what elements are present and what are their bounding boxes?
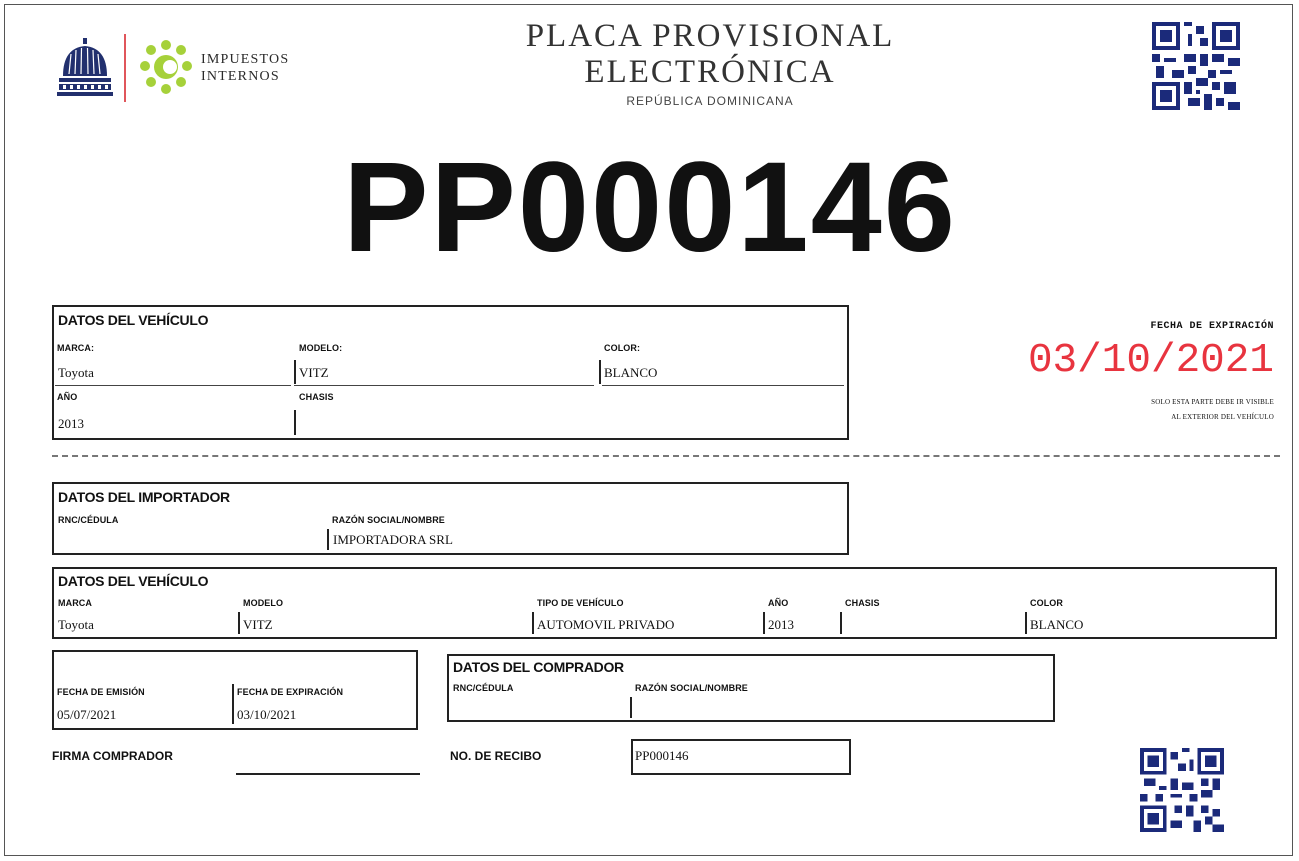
ano-label-bottom: AÑO: [768, 598, 789, 608]
chasis-label-bottom: CHASIS: [845, 598, 880, 608]
buyer-rnc-label: RNC/CÉDULA: [453, 683, 514, 693]
field-divider: [294, 360, 296, 384]
ano-value-bottom: 2013: [768, 617, 794, 632]
emision-value: 05/07/2021: [57, 707, 117, 722]
vehicle-box-bottom-title: DATOS DEL VEHÍCULO: [58, 573, 209, 589]
field-divider: [238, 612, 240, 634]
field-divider: [1025, 612, 1027, 634]
importer-box-title: DATOS DEL IMPORTADOR: [58, 489, 230, 505]
logo-text-line2: INTERNOS: [201, 69, 280, 84]
modelo-value-top: VITZ: [299, 365, 329, 380]
color-label-bottom: COLOR: [1030, 598, 1063, 608]
chasis-label-top: CHASIS: [299, 392, 334, 402]
document-title-line2: ELECTRÓNICA: [584, 54, 836, 90]
marca-value-top: Toyota: [58, 365, 94, 380]
color-value-bottom: BLANCO: [1030, 617, 1084, 632]
document-subtitle: REPÚBLICA DOMINICANA: [626, 94, 794, 108]
recibo-value: PP000146: [635, 748, 689, 763]
field-divider: [763, 612, 765, 634]
logo-text-line1: IMPUESTOS: [201, 52, 290, 67]
visibility-note-line2: AL EXTERIOR DEL VEHÍCULO: [1171, 413, 1274, 421]
underline: [602, 385, 844, 386]
field-divider: [294, 410, 296, 435]
underline: [294, 385, 594, 386]
modelo-value-bottom: VITZ: [243, 617, 273, 632]
field-divider: [599, 360, 601, 384]
marca-value-bottom: Toyota: [58, 617, 94, 632]
buyer-box-title: DATOS DEL COMPRADOR: [453, 659, 624, 675]
qr-code-icon: [1152, 22, 1240, 110]
field-divider: [630, 697, 632, 718]
marca-label-bottom: MARCA: [58, 598, 92, 608]
color-label-top: COLOR:: [604, 343, 641, 353]
capitol-dome-icon: [55, 38, 115, 100]
recibo-label: NO. DE RECIBO: [450, 749, 542, 763]
buyer-razon-label: RAZÓN SOCIAL/NOMBRE: [635, 683, 748, 693]
color-value-top: BLANCO: [604, 365, 658, 380]
importer-razon-label: RAZÓN SOCIAL/NOMBRE: [332, 515, 445, 525]
modelo-label-top: MODELO:: [299, 343, 343, 353]
expiracion-value: 03/10/2021: [237, 707, 297, 722]
underline: [55, 385, 291, 386]
ano-value-top: 2013: [58, 416, 84, 431]
plate-number: PP000146: [343, 136, 957, 279]
document-title-line1: PLACA PROVISIONAL: [525, 18, 895, 54]
visibility-note-line1: SOLO ESTA PARTE DEBE IR VISIBLE: [1151, 398, 1274, 406]
dgii-sun-logo-icon: [140, 37, 192, 99]
tipo-value-bottom: AUTOMOVIL PRIVADO: [537, 617, 675, 632]
modelo-label-bottom: MODELO: [243, 598, 284, 608]
expiration-label: FECHA DE EXPIRACIÓN: [1150, 321, 1274, 332]
cut-line: [52, 455, 1280, 457]
field-divider: [532, 612, 534, 634]
signature-line: [236, 773, 420, 775]
importer-rnc-label: RNC/CÉDULA: [58, 515, 119, 525]
field-divider: [327, 529, 329, 550]
field-divider: [232, 684, 234, 724]
qr-code-icon: [1140, 748, 1224, 832]
marca-label-top: MARCA:: [57, 343, 95, 353]
ano-label-top: AÑO: [57, 392, 78, 402]
expiration-date: 03/10/2021: [1027, 338, 1274, 384]
importer-razon-value: IMPORTADORA SRL: [333, 532, 453, 547]
logo-divider: [124, 34, 126, 102]
expiracion-label: FECHA DE EXPIRACIÓN: [237, 687, 344, 697]
field-divider: [840, 612, 842, 634]
tipo-label-bottom: TIPO DE VEHÍCULO: [537, 598, 624, 608]
emision-label: FECHA DE EMISIÓN: [57, 687, 145, 697]
vehicle-box-top-title: DATOS DEL VEHÍCULO: [58, 312, 209, 328]
firma-label: FIRMA COMPRADOR: [52, 749, 173, 763]
